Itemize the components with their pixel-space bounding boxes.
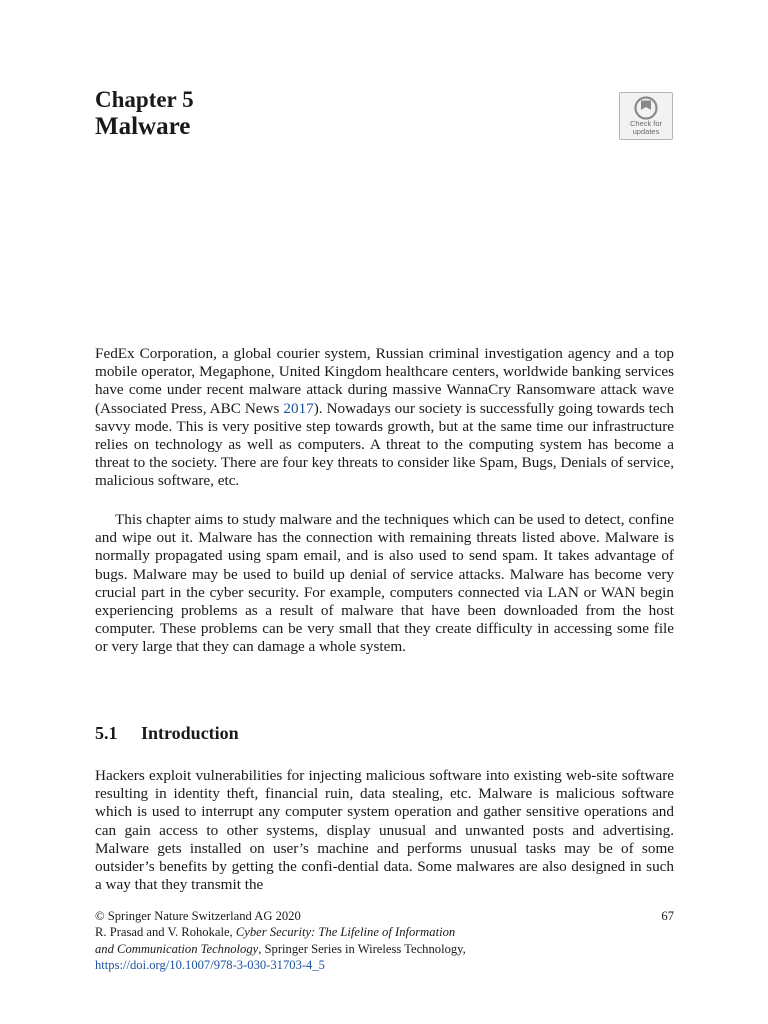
page-number: 67 xyxy=(661,909,674,923)
section-heading xyxy=(95,722,239,744)
section-title: Introduction xyxy=(141,723,239,743)
p1-text-start: FedEx Corporation, a global courier system, Russian criminal investigation agency and a top mobile operator, Megaphone, United Kingdom healthcare centers, worldwide banking services have come under recent malware attack during massive WannaCry Ransomware attack wave (Associated Press, ABC News xyxy=(95,345,674,417)
book-title-part-1: Cyber Security: The Lifeline of Information xyxy=(235,925,456,940)
chapter-title: Malware xyxy=(95,113,191,140)
check-for-updates-icon xyxy=(634,96,658,120)
badge-line-1: Check for xyxy=(629,119,663,128)
paragraph-3: Hackers exploit vulnerabilities for injecting malicious software into existing web-site software resulting in identity theft, financial ruin, data stealing, etc. Malware is malicious software which is used to interrupt any computer system operation and gather sensitive operations and can gain access to other systems, display unusual and unwanted posts and advertising. Malware gets installed on user’s machine and performs unusual tasks may be of some outsider’s benefits by getting the confi-dential data. Some malwares are also designed in such a way that they transmit the xyxy=(95,767,674,894)
doi-link[interactable]: https://doi.org/10.1007/978-3-030-31703-4_5 xyxy=(95,958,325,973)
citation-line-2 xyxy=(95,941,674,957)
p1-text-end: ). Nowadays our society is successfully going towards tech savvy mode. This is very positive step towards growth, but at the same time our infrastructure relies on technology as well as computers. A threat to the computing system has become a threat to the society. There are four key threats to consider like Spam, Bugs, Denials of service, malicious software, etc. xyxy=(95,399,674,490)
copyright-line: © Springer Nature Switzerland AG 2020 xyxy=(95,909,301,923)
paragraph-1 xyxy=(95,345,674,491)
book-title-part-2: and Communication Technology xyxy=(95,941,259,956)
check-for-updates-badge[interactable] xyxy=(619,92,673,140)
section-number: 5.1 xyxy=(95,723,118,743)
citation-link-2017[interactable]: 2017 xyxy=(283,399,314,417)
series-text: , Springer Series in Wireless Technology, xyxy=(258,941,466,956)
badge-text xyxy=(620,120,672,136)
citation-line-1 xyxy=(95,924,674,940)
badge-line-2: updates xyxy=(632,127,660,136)
paragraph-2: This chapter aims to study malware and the techniques which can be used to detect, confine and wipe out it. Malware has the connection with remaining threats listed above. Malware is normally propagated using spam email, and is also used to send spam. It takes advantage of bugs. Malware may be used to build up denial of service attacks. Malware has become very crucial part in the cyber security. For example, computers connected via LAN or WAN begin experiencing problems as a result of malware that have been downloaded from the host computer. These problems can be very small that they create difficulty in accessing some file or very large that they can damage a whole system. xyxy=(95,511,674,656)
authors: R. Prasad and V. Rohokale, xyxy=(95,925,236,940)
footer xyxy=(95,908,674,974)
chapter-number: Chapter 5 xyxy=(95,87,194,112)
